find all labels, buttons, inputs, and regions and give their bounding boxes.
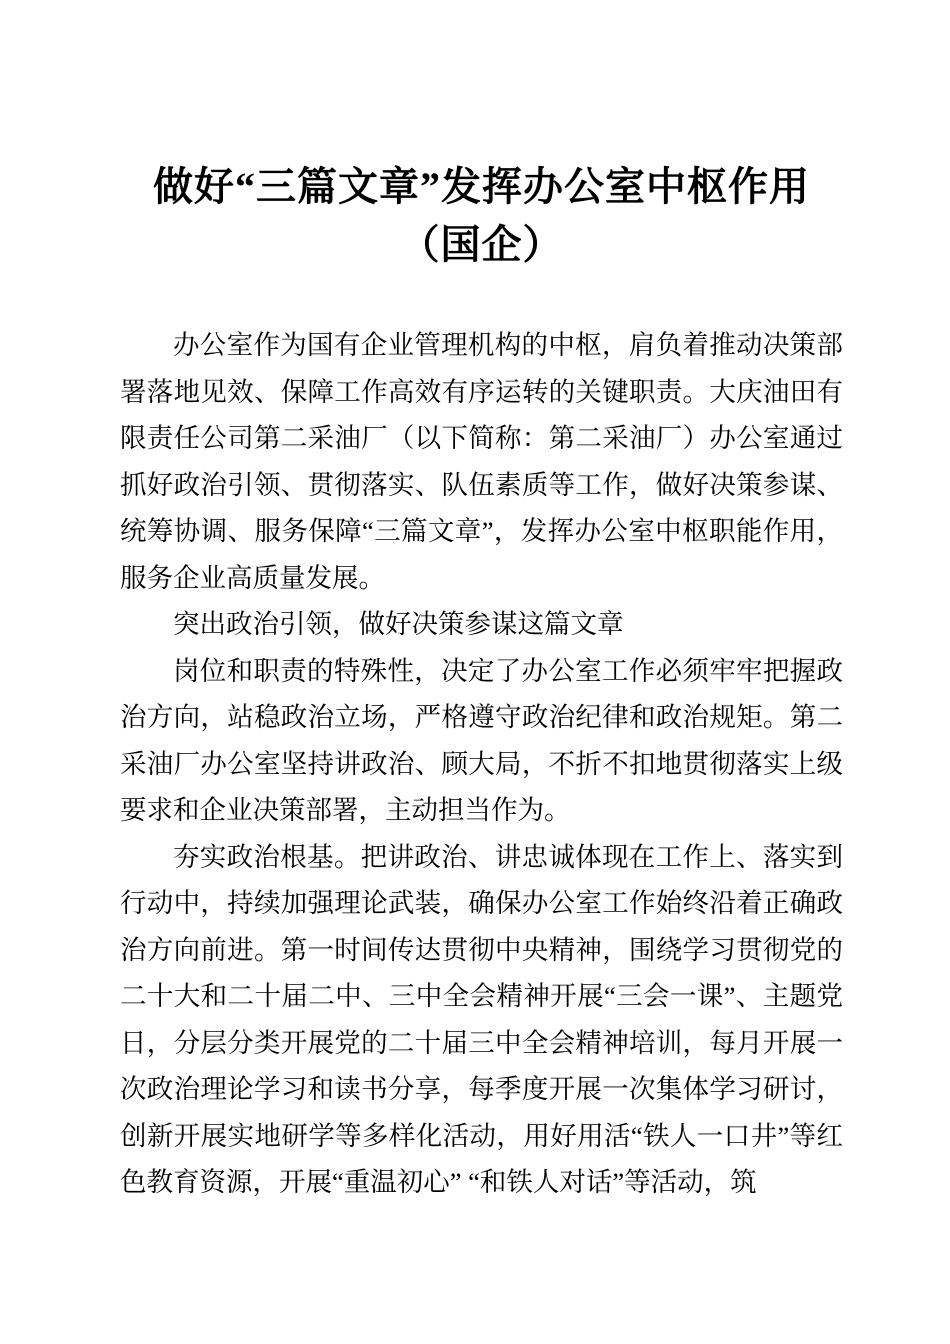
title-line-1: 做好“三篇文章”发挥办公室中枢作用 (153, 164, 810, 209)
body-paragraph: 办公室作为国有企业管理机构的中枢，肩负着推动决策部署落地见效、保障工作高效有序运转的关键职责。大庆油田有限责任公司第二采油厂（以下简称：第二采油厂）办公室通过抓好政治引领、贯彻落实、队伍素质等工作，做好决策参谋、统筹协调、服务保障“三篇文章”，发挥办公室中枢职能作用，服务企业高质量发展。 (120, 330, 843, 593)
document-title (120, 158, 843, 274)
body-paragraph: 夯实政治根基。把讲政治、讲忠诚体现在工作上、落实到行动中，持续加强理论武装，确保办公室工作始终沿着正确政治方向前进。第一时间传达贯彻中央精神，围绕学习贯彻党的二十大和二十届二中、三中全会精神开展“三会一课”、主题党日，分层分类开展党的二十届三中全会精神培训，每月开展一次政治理论学习和读书分享，每季度开展一次集体学习研讨，创新开展实地研学等多样化活动，用好用活“铁人一口井”等红色教育资源，开展“重温初心” “和铁人对话”等活动，筑 (120, 841, 843, 1197)
title-line-2: （国企） (399, 222, 564, 267)
body-paragraph: 岗位和职责的特殊性，决定了办公室工作必须牢牢把握政治方向，站稳政治立场，严格遵守政治纪律和政治规矩。第二采油厂办公室坚持讲政治、顾大局，不折不扣地贯彻落实上级要求和企业决策部署，主动担当作为。 (120, 655, 843, 825)
document-body (120, 322, 843, 1206)
body-paragraph: 突出政治引领，做好决策参谋这篇文章 (173, 609, 624, 639)
